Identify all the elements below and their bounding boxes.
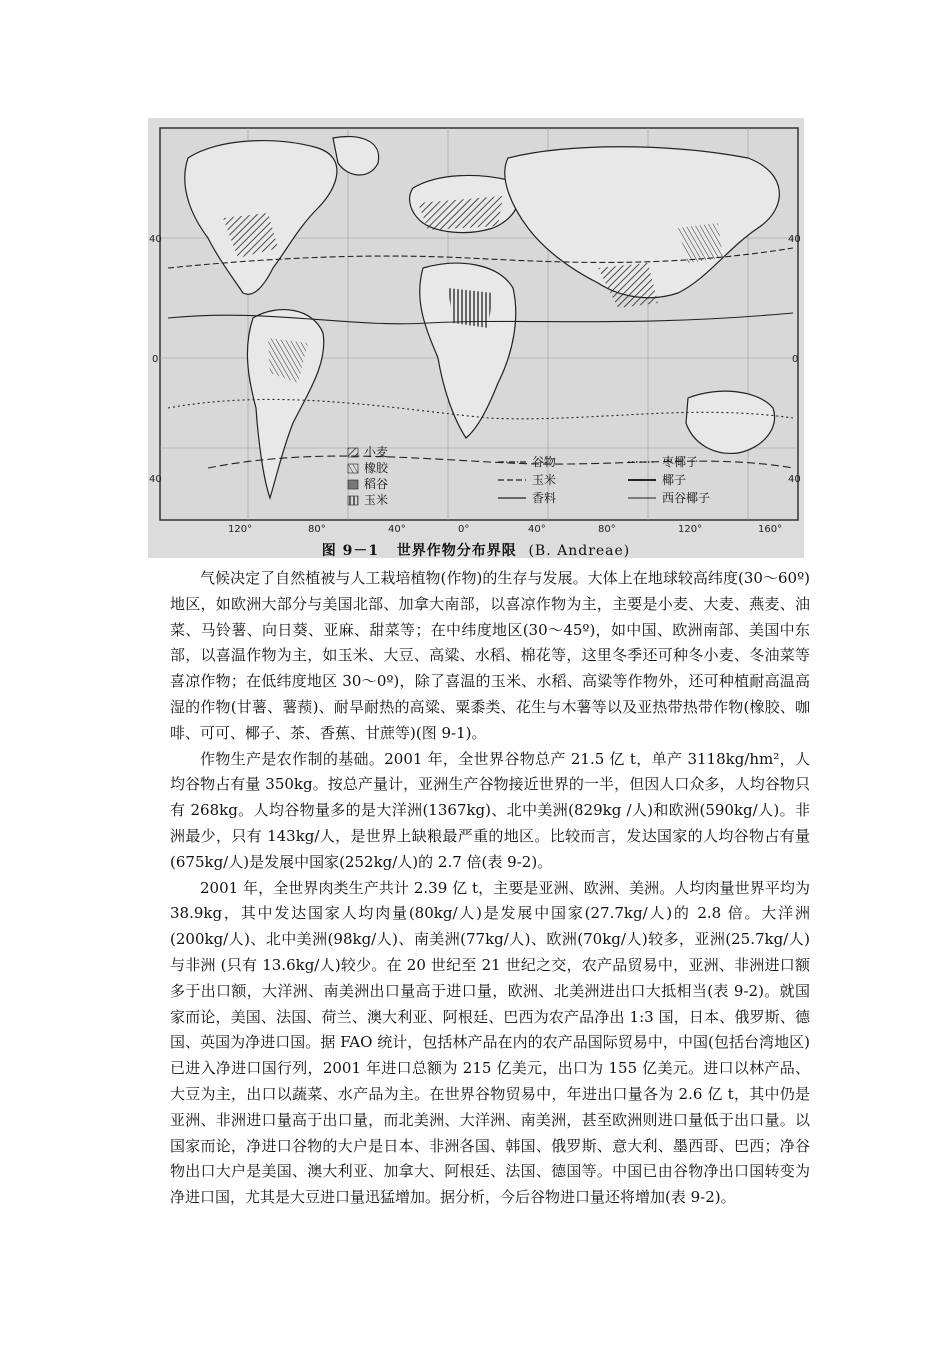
legend-maize-line: 玉米 (532, 473, 557, 487)
paragraph-grain-production: 作物生产是农作制的基础。2001 年，全世界谷物总产 21.5 亿 t，单产 3118kg/hm²，人均谷物占有量 350kg。按总产量计，亚洲生产谷物接近世界的一半，但因人口众多，人均谷物只有 268kg。人均谷物量多的是大洋洲(1367kg)、北中美洲(829kg /人)和欧洲(590kg/人)。非洲最少，只有 143kg/人，是世界上缺粮最严重的地区。比较而言，发达国家的人均谷物占有量(675kg/人)是发展中国家(252kg/人)的 2.7 倍(表 9-2)。 (170, 749, 810, 871)
lon-tick: 120° (228, 524, 253, 535)
legend-cereals: 谷物 (532, 455, 557, 469)
lat-tick-left: 40 (149, 234, 162, 245)
legend-wheat: 小麦 (364, 445, 389, 459)
lat-tick-left: 40 (149, 474, 162, 485)
paragraph-climate-crops: 气候决定了自然植被与人工栽培植物(作物)的生存与发展。大体上在地球较高纬度(30～60º)地区，如欧洲大部分与美国北部、加拿大南部，以喜凉作物为主，主要是小麦、大麦、燕麦、油菜、马铃薯、向日葵、亚麻、甜菜等；在中纬度地区(30～45º)，如中国、欧洲南部、美国中东部，以喜温作物为主，如玉米、大豆、高粱、水稻、棉花等，这里冬季还可种冬小麦、冬油菜等喜凉作物；在低纬度地区 30～0º)，除了喜温的玉米、水稻、高粱等作物外，还可种植耐高温高湿的作物(甘薯、薯蓣)、耐旱耐热的高粱、粟黍类、花生与木薯等以及亚热带热带作物(橡胶、咖啡、可可、椰子、茶、香蕉、甘蔗等)(图 9-1)。 (170, 569, 810, 742)
legend-spices: 香料 (532, 491, 557, 505)
caption-number: 图 9－1 (321, 543, 380, 559)
lat-tick-left: 0 (152, 354, 159, 365)
lat-tick-right: 0 (792, 354, 799, 365)
legend-date-palm: 枣椰子 (662, 455, 699, 469)
longitude-ticks (228, 524, 782, 535)
world-crop-map-figure (148, 118, 804, 558)
legend-coconut: 椰子 (662, 473, 687, 487)
legend-maize-area: 玉米 (364, 493, 389, 507)
caption-source: (B. Andreae) (528, 543, 631, 559)
lon-tick: 0° (458, 524, 470, 535)
paragraph-meat-and-trade: 2001 年，全世界肉类生产共计 2.39 亿 t，主要是亚洲、欧洲、美洲。人均肉量世界平均为 38.9kg，其中发达国家人均肉量(80kg/人)是发展中国家(27.7kg/人)的 2.8 倍。大洋洲(200kg/人)、北中美洲(98kg/人)、南美洲(77kg/人)、欧洲(70kg/人)较多，亚洲(25.7kg/人)与非洲 (只有 13.6kg/人)较少。在 20 世纪至 21 世纪之交，农产品贸易中，亚洲、非洲进口额多于出口额，大洋洲、南美洲出口量高于进口量，欧洲、北美洲进出口大抵相当(表 9-2)。就国家而论，美国、法国、荷兰、澳大利亚、阿根廷、巴西为农产品净出 1:3 国，日本、俄罗斯、德国、英国为净进口国。据 FAO 统计，包括林产品在内的农产品国际贸易中，中国(包括台湾地区)已进入净进口国行列，2001 年进口总额为 215 亿美元，出口为 155 亿美元。进口以林产品、大豆为主，出口以蔬菜、水产品为主。在世界谷物贸易中，年进出口量各为 2.6 亿 t，其中仍是亚洲、非洲进口量高于出口量，而北美洲、大洋洲、南美洲，甚至欧洲则进口量低于出口量。以国家而论，净进口谷物的大户是日本、非洲各国、韩国、俄罗斯、意大利、墨西哥、巴西；净谷物出口大户是美国、澳大利亚、加拿大、阿根廷、法国、德国等。中国已由谷物净出口国转变为净进口国，尤其是大豆进口量迅猛增加。据分析，今后谷物进口量还将增加(表 9-2)。 (170, 878, 810, 1207)
caption-title: 世界作物分布界限 (396, 543, 517, 559)
legend-rice: 稻谷 (364, 477, 389, 491)
lat-tick-right: 40 (788, 474, 801, 485)
lon-tick: 160° (758, 524, 783, 535)
legend-rubber: 橡胶 (364, 461, 389, 475)
lon-tick: 120° (678, 524, 703, 535)
lon-tick: 80° (308, 524, 326, 535)
figure-caption (148, 540, 804, 560)
world-map-illustration (148, 118, 804, 538)
lon-tick: 80° (598, 524, 616, 535)
legend-sago-palm: 西谷椰子 (662, 491, 711, 505)
body-text (170, 566, 810, 1211)
lat-tick-right: 40 (788, 234, 801, 245)
lon-tick: 40° (528, 524, 546, 535)
lon-tick: 40° (388, 524, 406, 535)
